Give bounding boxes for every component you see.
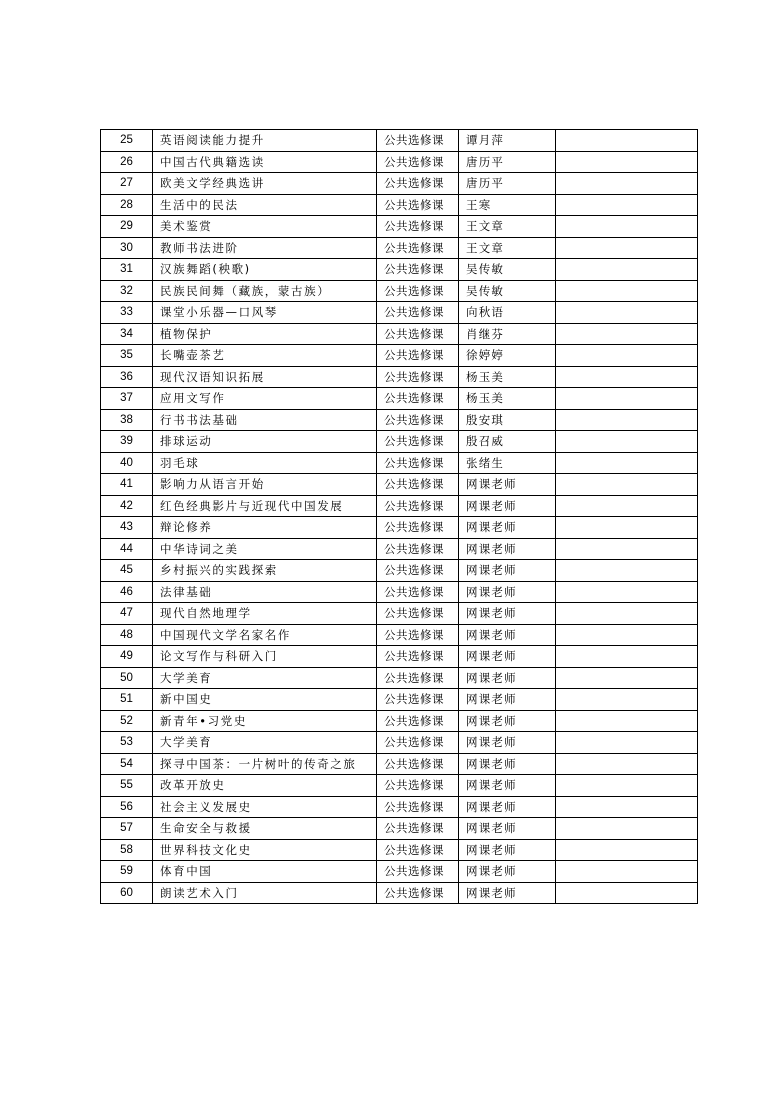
teacher-name: 唐历平 [459,151,556,173]
teacher-name: 网课老师 [459,560,556,582]
row-number: 53 [101,732,153,754]
row-number: 36 [101,366,153,388]
teacher-name: 徐婷婷 [459,345,556,367]
course-type: 公共选修课 [377,495,459,517]
row-number: 47 [101,603,153,625]
table-row [101,839,698,861]
row-number: 30 [101,237,153,259]
table-row [101,710,698,732]
remarks-cell [556,452,698,474]
row-number: 46 [101,581,153,603]
remarks-cell [556,517,698,539]
remarks-cell [556,431,698,453]
row-number: 44 [101,538,153,560]
remarks-cell [556,173,698,195]
remarks-cell [556,839,698,861]
course-name: 生命安全与救援 [153,818,377,840]
teacher-name: 吴传敏 [459,280,556,302]
course-name: 中国现代文学名家名作 [153,624,377,646]
row-number: 31 [101,259,153,281]
course-type: 公共选修课 [377,624,459,646]
course-name: 改革开放史 [153,775,377,797]
remarks-cell [556,538,698,560]
course-type: 公共选修课 [377,259,459,281]
row-number: 42 [101,495,153,517]
teacher-name: 谭月萍 [459,130,556,152]
course-name: 乡村振兴的实践探索 [153,560,377,582]
course-name: 中华诗词之美 [153,538,377,560]
course-type: 公共选修课 [377,431,459,453]
teacher-name: 网课老师 [459,818,556,840]
teacher-name: 网课老师 [459,710,556,732]
course-type: 公共选修课 [377,280,459,302]
teacher-name: 网课老师 [459,775,556,797]
remarks-cell [556,882,698,904]
course-name: 法律基础 [153,581,377,603]
teacher-name: 网课老师 [459,646,556,668]
teacher-name: 网课老师 [459,603,556,625]
table-row [101,560,698,582]
remarks-cell [556,495,698,517]
table-row [101,388,698,410]
remarks-cell [556,216,698,238]
course-name: 植物保护 [153,323,377,345]
teacher-name: 王文章 [459,237,556,259]
remarks-cell [556,818,698,840]
teacher-name: 网课老师 [459,796,556,818]
table-row [101,818,698,840]
teacher-name: 网课老师 [459,689,556,711]
course-type: 公共选修课 [377,366,459,388]
remarks-cell [556,861,698,883]
row-number: 49 [101,646,153,668]
teacher-name: 网课老师 [459,581,556,603]
course-name: 大学美育 [153,732,377,754]
remarks-cell [556,474,698,496]
course-name: 行书书法基础 [153,409,377,431]
row-number: 50 [101,667,153,689]
course-name: 长嘴壶茶艺 [153,345,377,367]
course-name: 世界科技文化史 [153,839,377,861]
course-name: 美术鉴赏 [153,216,377,238]
course-type: 公共选修课 [377,474,459,496]
row-number: 54 [101,753,153,775]
row-number: 34 [101,323,153,345]
teacher-name: 王寒 [459,194,556,216]
course-name: 影响力从语言开始 [153,474,377,496]
course-type: 公共选修课 [377,345,459,367]
teacher-name: 网课老师 [459,667,556,689]
course-name: 中国古代典籍选读 [153,151,377,173]
remarks-cell [556,259,698,281]
course-type: 公共选修课 [377,667,459,689]
row-number: 27 [101,173,153,195]
course-type: 公共选修课 [377,517,459,539]
remarks-cell [556,646,698,668]
remarks-cell [556,302,698,324]
row-number: 33 [101,302,153,324]
remarks-cell [556,323,698,345]
table-row [101,753,698,775]
course-name: 大学美育 [153,667,377,689]
remarks-cell [556,775,698,797]
course-name: 应用文写作 [153,388,377,410]
course-type: 公共选修课 [377,796,459,818]
teacher-name: 网课老师 [459,495,556,517]
course-type: 公共选修课 [377,818,459,840]
remarks-cell [556,560,698,582]
table-row [101,302,698,324]
row-number: 29 [101,216,153,238]
course-name: 朗读艺术入门 [153,882,377,904]
teacher-name: 网课老师 [459,753,556,775]
course-type: 公共选修课 [377,452,459,474]
teacher-name: 唐历平 [459,173,556,195]
course-name: 英语阅读能力提升 [153,130,377,152]
course-type: 公共选修课 [377,151,459,173]
course-type: 公共选修课 [377,775,459,797]
table-row [101,882,698,904]
remarks-cell [556,237,698,259]
remarks-cell [556,151,698,173]
teacher-name: 网课老师 [459,732,556,754]
course-name: 探寻中国茶：一片树叶的传奇之旅 [153,753,377,775]
remarks-cell [556,689,698,711]
course-name: 新中国史 [153,689,377,711]
remarks-cell [556,194,698,216]
course-name: 辩论修养 [153,517,377,539]
row-number: 52 [101,710,153,732]
remarks-cell [556,388,698,410]
row-number: 28 [101,194,153,216]
teacher-name: 肖继芬 [459,323,556,345]
course-name: 红色经典影片与近现代中国发展 [153,495,377,517]
row-number: 57 [101,818,153,840]
teacher-name: 向秋语 [459,302,556,324]
remarks-cell [556,796,698,818]
course-type: 公共选修课 [377,861,459,883]
course-name: 体育中国 [153,861,377,883]
table-row [101,646,698,668]
table-row [101,194,698,216]
teacher-name: 殷召威 [459,431,556,453]
course-type: 公共选修课 [377,323,459,345]
table-row [101,216,698,238]
table-row [101,603,698,625]
table-row [101,667,698,689]
teacher-name: 王文章 [459,216,556,238]
course-name: 课堂小乐器—口风琴 [153,302,377,324]
course-type: 公共选修课 [377,130,459,152]
table-row [101,259,698,281]
table-row [101,237,698,259]
table-row [101,409,698,431]
table-row [101,366,698,388]
table-row [101,130,698,152]
course-type: 公共选修课 [377,237,459,259]
row-number: 60 [101,882,153,904]
course-type: 公共选修课 [377,581,459,603]
course-type: 公共选修课 [377,689,459,711]
table-row [101,173,698,195]
course-name: 汉族舞蹈(秧歌) [153,259,377,281]
table-row [101,345,698,367]
course-name: 现代汉语知识拓展 [153,366,377,388]
course-name: 民族民间舞（藏族，蒙古族） [153,280,377,302]
remarks-cell [556,603,698,625]
course-name: 现代自然地理学 [153,603,377,625]
course-type: 公共选修课 [377,882,459,904]
row-number: 26 [101,151,153,173]
row-number: 43 [101,517,153,539]
teacher-name: 网课老师 [459,517,556,539]
teacher-name: 杨玉美 [459,388,556,410]
remarks-cell [556,130,698,152]
course-table [100,129,698,904]
course-type: 公共选修课 [377,646,459,668]
course-name: 教师书法进阶 [153,237,377,259]
row-number: 32 [101,280,153,302]
course-name: 排球运动 [153,431,377,453]
table-row [101,517,698,539]
teacher-name: 网课老师 [459,839,556,861]
teacher-name: 网课老师 [459,474,556,496]
course-name: 生活中的民法 [153,194,377,216]
course-type: 公共选修课 [377,560,459,582]
course-type: 公共选修课 [377,302,459,324]
course-type: 公共选修课 [377,753,459,775]
remarks-cell [556,732,698,754]
table-row [101,861,698,883]
remarks-cell [556,345,698,367]
table-row [101,280,698,302]
row-number: 37 [101,388,153,410]
course-type: 公共选修课 [377,839,459,861]
row-number: 35 [101,345,153,367]
course-table-body [101,130,698,904]
row-number: 41 [101,474,153,496]
course-type: 公共选修课 [377,409,459,431]
course-type: 公共选修课 [377,710,459,732]
course-name: 欧美文学经典选讲 [153,173,377,195]
row-number: 51 [101,689,153,711]
teacher-name: 网课老师 [459,861,556,883]
table-row [101,689,698,711]
remarks-cell [556,409,698,431]
table-row [101,323,698,345]
row-number: 25 [101,130,153,152]
row-number: 58 [101,839,153,861]
row-number: 38 [101,409,153,431]
remarks-cell [556,667,698,689]
table-row [101,452,698,474]
course-name: 论文写作与科研入门 [153,646,377,668]
row-number: 45 [101,560,153,582]
table-row [101,431,698,453]
table-row [101,474,698,496]
teacher-name: 张绪生 [459,452,556,474]
course-type: 公共选修课 [377,732,459,754]
table-row [101,581,698,603]
course-type: 公共选修课 [377,603,459,625]
remarks-cell [556,710,698,732]
course-name: 羽毛球 [153,452,377,474]
row-number: 55 [101,775,153,797]
row-number: 48 [101,624,153,646]
course-type: 公共选修课 [377,173,459,195]
table-row [101,775,698,797]
remarks-cell [556,624,698,646]
teacher-name: 殷安琪 [459,409,556,431]
remarks-cell [556,280,698,302]
teacher-name: 网课老师 [459,624,556,646]
table-row [101,624,698,646]
teacher-name: 网课老师 [459,538,556,560]
row-number: 40 [101,452,153,474]
table-row [101,732,698,754]
table-row [101,538,698,560]
row-number: 39 [101,431,153,453]
row-number: 56 [101,796,153,818]
remarks-cell [556,366,698,388]
course-type: 公共选修课 [377,388,459,410]
remarks-cell [556,753,698,775]
course-type: 公共选修课 [377,216,459,238]
course-name: 新青年•习党史 [153,710,377,732]
remarks-cell [556,581,698,603]
course-type: 公共选修课 [377,538,459,560]
row-number: 59 [101,861,153,883]
course-type: 公共选修课 [377,194,459,216]
course-name: 社会主义发展史 [153,796,377,818]
teacher-name: 杨玉美 [459,366,556,388]
teacher-name: 吴传敏 [459,259,556,281]
table-row [101,796,698,818]
teacher-name: 网课老师 [459,882,556,904]
table-row [101,495,698,517]
table-row [101,151,698,173]
